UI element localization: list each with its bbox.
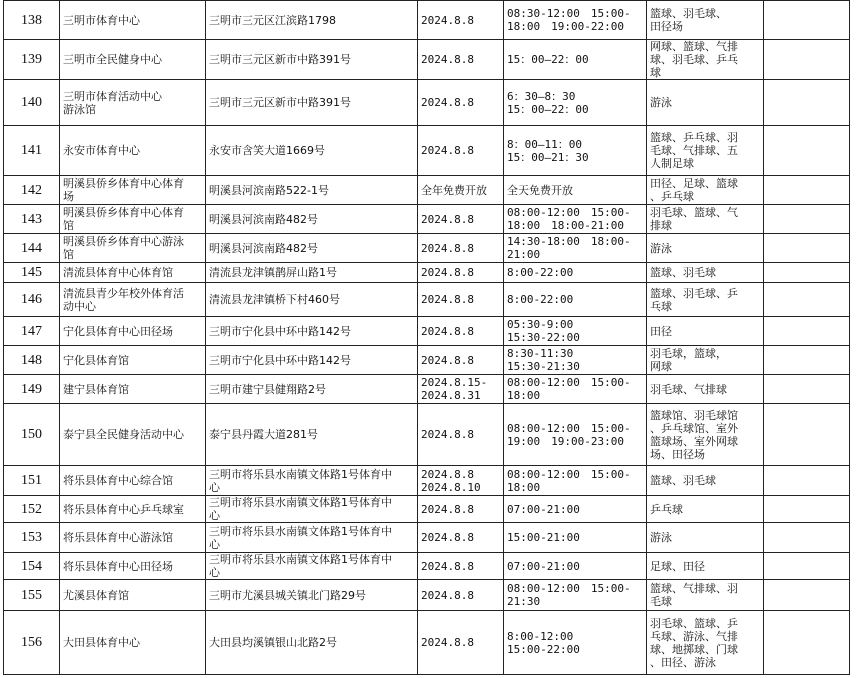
table-row	[4, 126, 850, 176]
open-date: 2024.8.8	[418, 611, 504, 675]
open-hours: 8:00-22:00	[504, 283, 647, 317]
open-hours: 08:30-12:00 15:00- 18:00 19:00-22:00	[504, 1, 647, 40]
venue-name: 清流县体育中心体育馆	[60, 263, 206, 283]
table-row	[4, 234, 850, 263]
open-hours: 08:00-12:00 15:00- 18:00	[504, 466, 647, 496]
empty-cell	[764, 466, 850, 496]
open-hours: 07:00-21:00	[504, 496, 647, 523]
row-number: 151	[4, 466, 60, 496]
venue-address: 明溪县河滨南路522-1号	[206, 176, 418, 205]
empty-cell	[764, 283, 850, 317]
sport-items: 乒乓球	[647, 496, 764, 523]
table-row	[4, 263, 850, 283]
row-number: 156	[4, 611, 60, 675]
sport-items: 羽毛球、篮球、乒 乓球、游泳、气排 球、地掷球、门球 、田径、游泳	[647, 611, 764, 675]
venue-name: 将乐县体育中心田径场	[60, 553, 206, 580]
empty-cell	[764, 126, 850, 176]
venue-address: 大田县均溪镇银山北路2号	[206, 611, 418, 675]
venue-address: 三明市建宁县健翔路2号	[206, 375, 418, 404]
empty-cell	[764, 496, 850, 523]
row-number: 144	[4, 234, 60, 263]
venue-name: 清流县青少年校外体育活 动中心	[60, 283, 206, 317]
venue-address: 三明市三元区新市中路391号	[206, 40, 418, 80]
table-row	[4, 553, 850, 580]
table-row	[4, 1, 850, 40]
venue-address: 三明市三元区江滨路1798	[206, 1, 418, 40]
sport-items: 篮球、羽毛球	[647, 263, 764, 283]
venue-address: 永安市含笑大道1669号	[206, 126, 418, 176]
table-row	[4, 80, 850, 126]
empty-cell	[764, 523, 850, 553]
table-row	[4, 283, 850, 317]
sport-items: 篮球、羽毛球、乒 乓球	[647, 283, 764, 317]
open-hours: 08:00-12:00 15:00- 18:00 18:00-21:00	[504, 205, 647, 234]
row-number: 141	[4, 126, 60, 176]
open-date: 2024.8.8	[418, 126, 504, 176]
table-row	[4, 404, 850, 466]
venue-name: 将乐县体育中心乒乓球室	[60, 496, 206, 523]
sport-items: 篮球、羽毛球、 田径场	[647, 1, 764, 40]
sport-items: 羽毛球、气排球	[647, 375, 764, 404]
open-hours: 14:30-18:00 18:00- 21:00	[504, 234, 647, 263]
venue-name: 尤溪县体育馆	[60, 580, 206, 611]
venue-name: 宁化县体育中心田径场	[60, 317, 206, 346]
empty-cell	[764, 611, 850, 675]
empty-cell	[764, 40, 850, 80]
venue-address: 三明市将乐县水南镇文体路1号体育中 心	[206, 553, 418, 580]
venue-name: 泰宁县全民健身活动中心	[60, 404, 206, 466]
open-date: 2024.8.8	[418, 283, 504, 317]
venue-address: 三明市将乐县水南镇文体路1号体育中 心	[206, 466, 418, 496]
row-number: 140	[4, 80, 60, 126]
open-date: 2024.8.8	[418, 523, 504, 553]
row-number: 142	[4, 176, 60, 205]
open-date: 2024.8.8	[418, 40, 504, 80]
row-number: 155	[4, 580, 60, 611]
row-number: 146	[4, 283, 60, 317]
row-number: 152	[4, 496, 60, 523]
venue-address: 三明市将乐县水南镇文体路1号体育中 心	[206, 496, 418, 523]
open-date: 2024.8.8	[418, 553, 504, 580]
empty-cell	[764, 375, 850, 404]
row-number: 150	[4, 404, 60, 466]
sport-items: 篮球、乒乓球、羽 毛球、气排球、五 人制足球	[647, 126, 764, 176]
sport-items: 足球、田径	[647, 553, 764, 580]
table-row	[4, 317, 850, 346]
open-hours: 15:00-21:00	[504, 523, 647, 553]
table-row	[4, 580, 850, 611]
venue-address: 三明市三元区新市中路391号	[206, 80, 418, 126]
venue-address: 清流县龙津镇鹊屏山路1号	[206, 263, 418, 283]
open-date: 2024.8.8	[418, 205, 504, 234]
empty-cell	[764, 580, 850, 611]
open-date: 2024.8.8 2024.8.10	[418, 466, 504, 496]
open-hours: 8：00—11：00 15：00—21：30	[504, 126, 647, 176]
row-number: 147	[4, 317, 60, 346]
sport-items: 田径	[647, 317, 764, 346]
venue-address: 明溪县河滨南路482号	[206, 234, 418, 263]
venue-name: 明溪县侨乡体育中心体育 场	[60, 176, 206, 205]
open-hours: 8:00-22:00	[504, 263, 647, 283]
empty-cell	[764, 553, 850, 580]
sport-items: 田径、足球、篮球 、乒乓球	[647, 176, 764, 205]
table-row	[4, 40, 850, 80]
row-number: 149	[4, 375, 60, 404]
row-number: 154	[4, 553, 60, 580]
sport-items: 游泳	[647, 234, 764, 263]
open-date: 2024.8.8	[418, 317, 504, 346]
open-hours: 全天免费开放	[504, 176, 647, 205]
table-row	[4, 611, 850, 675]
table-row	[4, 496, 850, 523]
venue-address: 三明市尤溪县城关镇北门路29号	[206, 580, 418, 611]
venue-name: 明溪县侨乡体育中心游泳 馆	[60, 234, 206, 263]
venue-name: 宁化县体育馆	[60, 346, 206, 375]
table-row	[4, 466, 850, 496]
empty-cell	[764, 1, 850, 40]
open-date: 2024.8.15- 2024.8.31	[418, 375, 504, 404]
venue-address: 三明市宁化县中环中路142号	[206, 346, 418, 375]
table-row	[4, 205, 850, 234]
open-hours: 8:30-11:30 15:30-21:30	[504, 346, 647, 375]
venue-name: 三明市体育活动中心 游泳馆	[60, 80, 206, 126]
row-number: 145	[4, 263, 60, 283]
venue-name: 将乐县体育中心游泳馆	[60, 523, 206, 553]
empty-cell	[764, 317, 850, 346]
empty-cell	[764, 205, 850, 234]
sport-items: 游泳	[647, 80, 764, 126]
sport-items: 篮球、羽毛球	[647, 466, 764, 496]
open-date: 2024.8.8	[418, 234, 504, 263]
open-hours: 08:00-12:00 15:00- 19:00 19:00-23:00	[504, 404, 647, 466]
open-hours: 07:00-21:00	[504, 553, 647, 580]
row-number: 139	[4, 40, 60, 80]
open-date: 2024.8.8	[418, 263, 504, 283]
empty-cell	[764, 234, 850, 263]
open-date: 2024.8.8	[418, 580, 504, 611]
row-number: 153	[4, 523, 60, 553]
row-number: 138	[4, 1, 60, 40]
venue-address: 三明市将乐县水南镇文体路1号体育中 心	[206, 523, 418, 553]
empty-cell	[764, 176, 850, 205]
table-row	[4, 375, 850, 404]
venue-name: 三明市全民健身中心	[60, 40, 206, 80]
open-hours: 6：30—8：30 15：00—22：00	[504, 80, 647, 126]
open-date: 2024.8.8	[418, 1, 504, 40]
table-row	[4, 523, 850, 553]
venue-name: 永安市体育中心	[60, 126, 206, 176]
empty-cell	[764, 346, 850, 375]
open-hours: 15：00—22：00	[504, 40, 647, 80]
sport-items: 游泳	[647, 523, 764, 553]
sport-items: 羽毛球，篮球， 网球	[647, 346, 764, 375]
sport-items: 篮球、气排球、羽 毛球	[647, 580, 764, 611]
open-hours: 08:00-12:00 15:00- 21:30	[504, 580, 647, 611]
venue-address: 泰宁县丹霞大道281号	[206, 404, 418, 466]
row-number: 148	[4, 346, 60, 375]
venue-address: 清流县龙津镇桥下村460号	[206, 283, 418, 317]
sport-items: 网球、篮球、气排 球、羽毛球、乒乓 球	[647, 40, 764, 80]
sport-items: 篮球馆、羽毛球馆 、乒乓球馆、室外 篮球场、室外网球 场、田径场	[647, 404, 764, 466]
venue-name: 大田县体育中心	[60, 611, 206, 675]
table-row	[4, 176, 850, 205]
venue-address: 三明市宁化县中环中路142号	[206, 317, 418, 346]
row-number: 143	[4, 205, 60, 234]
venue-name: 明溪县侨乡体育中心体育 馆	[60, 205, 206, 234]
open-hours: 08:00-12:00 15:00- 18:00	[504, 375, 647, 404]
empty-cell	[764, 263, 850, 283]
open-date: 2024.8.8	[418, 404, 504, 466]
open-date: 2024.8.8	[418, 80, 504, 126]
empty-cell	[764, 404, 850, 466]
open-date: 2024.8.8	[418, 346, 504, 375]
open-date: 2024.8.8	[418, 496, 504, 523]
empty-cell	[764, 80, 850, 126]
open-hours: 8:00-12:00 15:00-22:00	[504, 611, 647, 675]
sport-items: 羽毛球、篮球、气 排球	[647, 205, 764, 234]
table-row	[4, 346, 850, 375]
venue-name: 将乐县体育中心综合馆	[60, 466, 206, 496]
venue-address: 明溪县河滨南路482号	[206, 205, 418, 234]
venue-name: 三明市体育中心	[60, 1, 206, 40]
open-hours: 05:30-9:00 15:30-22:00	[504, 317, 647, 346]
venue-name: 建宁县体育馆	[60, 375, 206, 404]
venue-table	[3, 0, 850, 675]
open-date: 全年免费开放	[418, 176, 504, 205]
